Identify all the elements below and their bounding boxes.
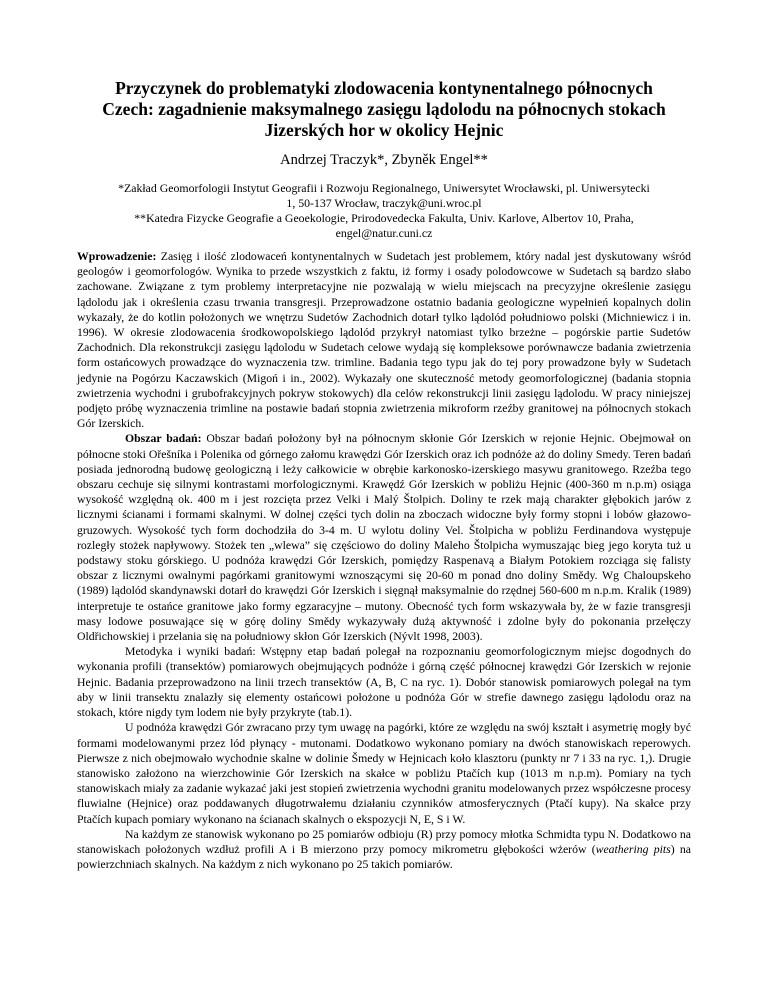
title-line: Jizerských hor w okolicy Hejnic <box>264 120 504 140</box>
measurement-paragraph <box>77 827 691 873</box>
method-paragraph: Metodyka i wyniki badań: Wstępny etap badań polegał na rozpoznaniu geomorfologicznym miejsc dogodnych do wykonania profili (transektów) pomiarowych obejmujących podnóże i górną część północnej krawędzi Gór Izerskich w rejonie Hejnic. Badania przeprowadzono na linii trzech transektów (A, B, C na ryc. 1). Dobór stanowisk pomiarowych polegał na tym aby w linii transektu znalazły się elementy ostańcowi położone u podnóża Gór w strefie dawnego zasięgu lądolodu oraz na stokach, które nigdy tym lodem nie były przykryte (tab.1). <box>77 645 691 720</box>
area-paragraph <box>77 431 691 644</box>
intro-paragraph <box>77 249 691 431</box>
intro-text: Zasięg i ilość zlodowaceń kontynentalnych w Sudetach jest problemem, który nadal jest dyskutowany wśród geologów i geomorfologów. Wynika to przede wszystkich z faktu, iż formy i osady polodowcowe w Sudetach są bardzo słabo zachowane. Związane z tym problemy interpretacyjne nie pozwalają w wielu miejscach na precyzyjne określenie zasięgu lądolodu jak i określenia czasu trwania transgresji. Przeprowadzone ostatnio badania geologiczne wypełnień kopalnych dolin wykazały, że do kotlin położonych we wnętrzu Sudetów Zachodnich dotarł tylko lądolód południowo polski (Michniewicz i in. 1996). W okresie zlodowacenia środkowopolskiego lądolód przykrył natomiast tylko brzeżne – pogórskie partie Sudetów Zachodnich. Dla rekonstrukcji zasięgu lądolodu w Sudetach celowe wydają się kompleksowe porównawcze badania zwietrzenia form ostańcowych prowadzące do wyznaczenia tzw. trimline. Badania tego typu jak do tej pory prowadzone były w Sudetach jedynie na Pogórzu Kaczawskich (Migoń i in., 2002). Wykazały one skuteczność metody geomorfologicznej (badania stopnia zwietrzenia wychodni i grubofrakcyjnych pokryw stokowych) dla celów rekonstrukcji linii zasięgu lądolodu. W pracy niniejszej podjęto próbę wyznaczenia trimline na postawie badań stopnia zwietrzenia mikroform rzeźby granitowej na północnych stokach Gór Izerskich. <box>77 250 691 431</box>
paper-body <box>77 249 691 872</box>
measurement-text-a: Na każdym ze stanowisk wykonano po 25 pomiarów odbioju (R) przy pomocy młotka Schmidta typu N. Dodatkowo na stanowiskach położonych wzdłuż profili A i B mierzono przy pomocy mikrometru głębokości wżerów ( <box>77 827 691 856</box>
title-line: Przyczynek do problematyki zlodowacenia kontynentalnego północnych <box>115 78 653 98</box>
title-line: Czech: zagadnienie maksymalnego zasięgu lądolodu na północnych stokach <box>102 99 666 119</box>
affiliation-line: **Katedra Fizycke Geografie a Geoekologie, Prirodovedecka Fakulta, Univ. Karlove, Albertov 10, Praha, <box>134 211 634 225</box>
results-paragraph: U podnóża krawędzi Gór zwracano przy tym uwagę na pagórki, które ze względu na swój kształt i asymetrię mogły być formami modelowanymi przez lód płynący - mutonami. Dodatkowo wykonano pomiary na dwóch stanowiskach reperowych. Pierwsze z nich obejmowało wychodnie skalne w dolinie Šmedy w Hejnicach koło klasztoru (punkty nr 7 i 33 na ryc. 1,). Drugie stanowisko założono na wierzchowinie Gór Izerskich na skałce w pobliżu Ptačích kup (1013 m n.p.m). Pomiary na tych stanowiskach miały za zadanie wykazać jaki jest stopień zwietrzenia wychodni granitu modelowanych przez współczesne procesy fluwialne (Hejnice) oraz poddawanych długotrwałemu działaniu czynników atmosferycznych (Ptačí kupy). Na skałce przy Ptačích kupach pomiary wykonano na ścianach skalnych o ekspozycji N, E, S i W. <box>77 721 691 826</box>
affiliation-line: 1, 50-137 Wrocław, traczyk@uni.wroc.pl <box>286 196 482 210</box>
intro-heading: Wprowadzenie: <box>77 250 157 263</box>
authors: Andrzej Traczyk*, Zbyněk Engel** <box>280 152 488 168</box>
affiliation-line: engel@natur.cuni.cz <box>335 226 433 240</box>
paper-title <box>60 78 708 141</box>
affiliations <box>60 181 708 241</box>
area-text: Obszar badań położony był na północnym skłonie Gór Izerskich w rejonie Hejnic. Obejmował on północne stoki Ořešníka i Polenika od górnego załomu krawędzi Gór Izerskich oraz ich podnóże aż do doliny Smedy. Teren badań posiada jednorodną budowę geologiczną i leży całkowicie w obrębie karkonosko-izerskiego masywu granitowego. Rzeźba tego obszaru cechuje się silnymi kontrastami morfologicznymi. Krawędź Gór Izerskich w pobliżu Hejnic (400-360 m n.p.m) osiąga wysokość względną ok. 400 m i jest rozcięta przez Velki i Malý Štolpich. Doliny te rzek mają charakter głębokich jarów z licznymi ścianami i formami skalnymi. W dolnej części tych dolin na zboczach widoczne były formy stopni i lobów głazowo-gruzowych. Wysokość tych form dochodziła do 3-4 m. U wylotu doliny Vel. Štolpicha w pobliżu Ferdinandova występuje rozległy stożek napływowy. Stożek ten „wlewa” się częściowo do doliny Maleho Štolpicha wymuszając bieg jego koryta tuż u podstawy stoku górskiego. U podnóża krawędzi Gór Izerskich, pomiędzy Raspenavą a Białym Potokiem rozciąga się falisty obszar z licznymi owalnymi pagórkami granitowymi wznoszącymi się 20-60 m ponad dno doliny Smědy. Wg Chaloupskeho (1989) lądolód skandynawski dotarł do krawędzi Gór Izerskich i sięgnął maksymalnie do rzędnej 560-600 m n.p.m. Kralik (1989) interpretuje te ostańce granitowe jako formy egzaracyjne – mutony. Obecność tych form wskazywała by, że w fazie transgresji masy lodowe posuwające się w górę doliny Smědy wykazywały dużą aktywność i zdolne były do pokonania przełęczy Oldřichowskiej i przelania się na południowy skłon Gór Izerskich (Nývlt 1998, 2003). <box>77 432 691 644</box>
weathering-pits-term: weathering pits <box>595 842 671 856</box>
affiliation-line: *Zakład Geomorfologii Instytut Geografii i Rozwoju Regionalnego, Uniwersytet Wrocławski, pl. Uniwersytecki <box>118 181 650 195</box>
measurement-text-b: ) na powierzchniach skalnych. Na każdym z nich wykonano po 25 takich pomiarów. <box>77 842 691 872</box>
area-heading: Obszar badań: <box>125 432 202 446</box>
